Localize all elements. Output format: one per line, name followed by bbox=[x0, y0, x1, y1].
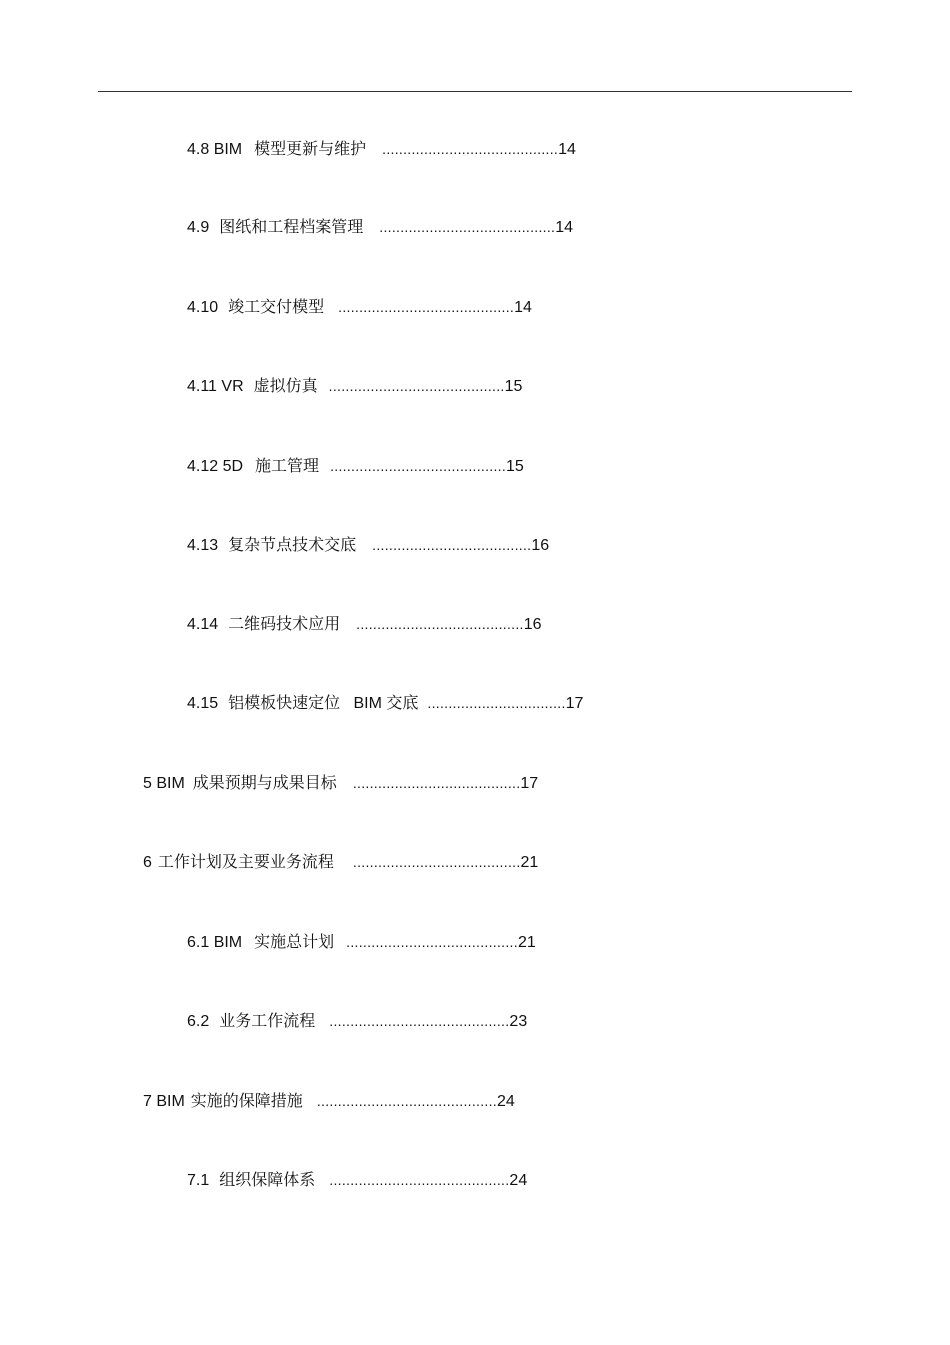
toc-entry-number: 6.2 bbox=[187, 1013, 210, 1030]
toc-entry-leader: ...................................... bbox=[372, 537, 532, 553]
toc-entry-page: 16 bbox=[523, 616, 542, 633]
toc-entry-4-11[interactable] bbox=[187, 376, 522, 396]
toc-entry-page: 21 bbox=[520, 854, 539, 871]
toc-entry-title: 图纸和工程档案管理 bbox=[219, 219, 364, 236]
toc-entry-number: 4.15 bbox=[187, 695, 219, 712]
toc-entry-number: 4.9 bbox=[187, 219, 210, 236]
toc-entry-4-9[interactable] bbox=[187, 217, 573, 237]
toc-entry-7[interactable] bbox=[143, 1091, 515, 1111]
toc-entry-4-12[interactable] bbox=[187, 456, 524, 476]
toc-entry-title: 工作计划及主要业务流程 bbox=[157, 854, 334, 871]
toc-entry-title: 竣工交付模型 bbox=[228, 299, 325, 316]
toc-entry-4-8[interactable] bbox=[187, 139, 576, 159]
toc-entry-number: 4.13 bbox=[187, 537, 219, 554]
toc-entry-title: 模型更新与维护 bbox=[254, 141, 367, 158]
toc-entry-4-14[interactable] bbox=[187, 614, 542, 634]
toc-entry-page: 24 bbox=[509, 1172, 528, 1189]
toc-entry-page: 23 bbox=[509, 1013, 528, 1030]
toc-entry-title: 成果预期与成果目标 bbox=[192, 775, 337, 792]
toc-entry-title: 组织保障体系 bbox=[219, 1172, 316, 1189]
toc-entry-page: 15 bbox=[506, 458, 524, 475]
toc-entry-page: 14 bbox=[514, 299, 532, 316]
toc-entry-page: 14 bbox=[558, 141, 576, 158]
toc-entry-page: 16 bbox=[531, 537, 550, 554]
toc-entry-title: 业务工作流程 bbox=[219, 1013, 316, 1030]
toc-entry-number: 4.11 VR bbox=[187, 378, 244, 395]
toc-entry-leader: .......................................... bbox=[379, 219, 556, 235]
toc-entry-page: 24 bbox=[496, 1093, 515, 1110]
toc-entry-page: 14 bbox=[555, 219, 574, 236]
toc-entry-leader: .......................................... bbox=[382, 141, 559, 157]
toc-entry-number: 7 BIM bbox=[143, 1093, 185, 1110]
toc-entry-4-10[interactable] bbox=[187, 297, 532, 317]
toc-entry-6[interactable] bbox=[143, 852, 538, 872]
toc-entry-leader: ........................................ bbox=[352, 775, 521, 791]
toc-entry-leader: .......................................... bbox=[338, 299, 515, 315]
toc-entry-title: 虚拟仿真 bbox=[253, 378, 318, 395]
toc-entry-5[interactable] bbox=[143, 773, 538, 793]
toc-entry-number: 6 bbox=[143, 854, 152, 871]
toc-entry-6-2[interactable] bbox=[187, 1011, 527, 1031]
toc-entry-leader: .......................................... bbox=[330, 458, 507, 474]
toc-entry-number: 4.12 5D bbox=[187, 458, 244, 475]
toc-entry-page: 17 bbox=[520, 775, 539, 792]
toc-entry-leader: ......................................... bbox=[346, 934, 518, 950]
toc-entry-page: 15 bbox=[504, 378, 523, 395]
toc-entry-title: 复杂节点技术交底 bbox=[228, 537, 357, 554]
toc-entry-title: 实施的保障措施 bbox=[190, 1093, 303, 1110]
toc-entry-leader: ........................................ bbox=[356, 616, 524, 632]
toc-entry-title: 实施总计划 bbox=[254, 934, 335, 951]
toc-entry-title: 二维码技术应用 bbox=[228, 616, 341, 633]
toc-entry-7-1[interactable] bbox=[187, 1170, 527, 1190]
toc-entry-leader: ........................................... bbox=[329, 1172, 510, 1188]
toc-entry-number: 4.10 bbox=[187, 299, 219, 316]
toc-entry-leader: ................................. bbox=[427, 695, 566, 711]
toc-entry-page: 21 bbox=[517, 934, 536, 951]
toc-entry-number: 5 BIM bbox=[143, 775, 185, 792]
toc-entry-4-13[interactable] bbox=[187, 535, 549, 555]
toc-entry-leader: .......................................... bbox=[328, 378, 505, 394]
toc-entry-title: 铝模板快速定位 BIM 交底 bbox=[228, 695, 419, 712]
toc-entry-number: 7.1 bbox=[187, 1172, 210, 1189]
toc-entry-6-1[interactable] bbox=[187, 932, 536, 952]
toc-entry-number: 4.8 BIM bbox=[187, 141, 243, 158]
toc-entry-leader: ........................................... bbox=[316, 1093, 497, 1109]
toc-entry-4-15[interactable] bbox=[187, 693, 583, 713]
toc-entry-number: 4.14 bbox=[187, 616, 219, 633]
toc-entry-leader: ........................................ bbox=[352, 854, 521, 870]
toc-entry-number: 6.1 BIM bbox=[187, 934, 243, 951]
toc-entry-leader: ........................................... bbox=[329, 1013, 510, 1029]
toc-entry-title: 施工管理 bbox=[255, 458, 320, 475]
toc-entry-page: 17 bbox=[565, 695, 584, 712]
